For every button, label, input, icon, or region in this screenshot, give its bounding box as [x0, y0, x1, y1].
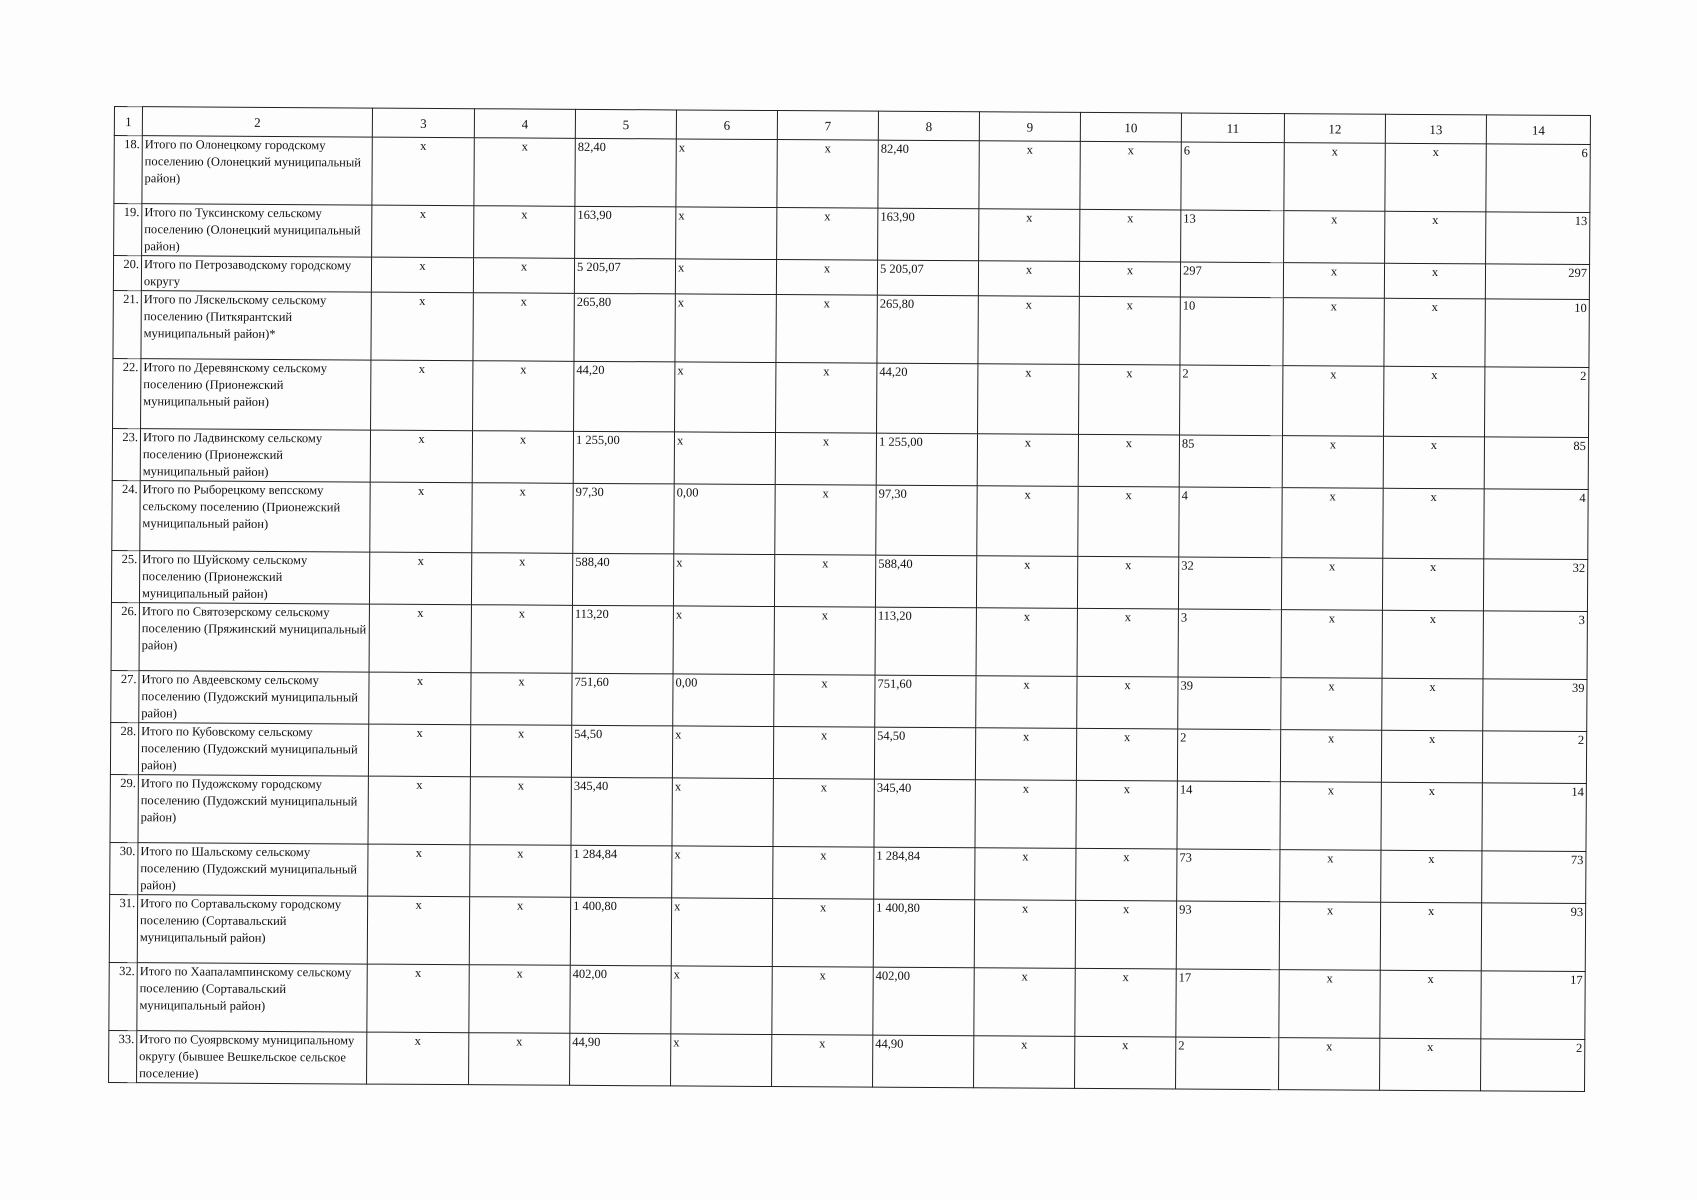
table-cell: x	[1281, 610, 1382, 679]
table-cell: x	[979, 209, 1080, 262]
table-cell: x	[1078, 434, 1179, 487]
table-cell: 1 284,84	[874, 847, 975, 900]
table-cell: x	[776, 260, 877, 296]
table-cell: 5 205,07	[574, 258, 675, 294]
table-row	[114, 136, 1590, 213]
table-cell: 97,30	[573, 483, 674, 554]
table-cell: x	[673, 554, 774, 607]
table-cell: x	[974, 1036, 1075, 1089]
table-cell: x	[672, 846, 773, 899]
table-cell: x	[1077, 676, 1178, 729]
row-title: Итого по Ляскельскому сельскому поселению (Питкярантский муниципальный район)*	[141, 291, 371, 360]
table-cell: x	[371, 360, 473, 431]
table-cell: x	[1384, 366, 1485, 437]
column-header: 7	[777, 111, 878, 141]
table-cell: 1 400,80	[873, 899, 974, 968]
table-row	[110, 842, 1586, 903]
table-cell: 2	[1485, 367, 1589, 438]
table-cell: x	[1382, 610, 1483, 679]
table-cell: x	[470, 725, 571, 778]
table-cell: 1 284,84	[571, 845, 672, 898]
table-cell: x	[368, 776, 470, 845]
table-cell: 14	[1177, 781, 1280, 850]
table-cell: x	[772, 899, 873, 968]
table-cell: x	[1382, 558, 1483, 611]
table-cell: 345,40	[571, 777, 672, 846]
table-row	[114, 204, 1590, 265]
table-cell: 588,40	[572, 553, 673, 606]
table-cell: x	[473, 293, 574, 362]
table-cell: 163,90	[575, 206, 676, 259]
table-cell: x	[976, 608, 1077, 677]
column-header: 13	[1385, 114, 1486, 144]
table-cell: x	[672, 778, 773, 847]
table-cell: x	[372, 137, 474, 206]
table-cell: 2	[1177, 729, 1280, 782]
row-title: Итого по Суоярвскому муниципальному округу (бывшее Вешкельское сельское поселение)	[137, 1031, 367, 1084]
table-cell: x	[975, 780, 1076, 849]
table-cell: x	[977, 486, 1078, 557]
table-cell: x	[671, 966, 772, 1035]
row-title: Итого по Деревянскому сельскому поселению (Прионежский муниципальный район)	[141, 359, 371, 430]
table-cell: x	[469, 897, 570, 966]
table-cell: x	[471, 605, 572, 674]
row-title: Итого по Сортавальскому городскому поселению (Сортавальский муниципальный район)	[137, 895, 367, 964]
row-number: 28.	[110, 722, 138, 774]
row-title: Итого по Олонецкому городскому поселению (Олонецкий муниципальный район)	[142, 136, 372, 205]
table-cell: 0,00	[674, 484, 775, 555]
table-cell: x	[676, 207, 777, 260]
table-cell: x	[1079, 296, 1180, 365]
row-title: Итого по Хаапалампинскому сельскому поселению (Сортавальский муниципальный район)	[137, 963, 367, 1032]
table-cell: 44,20	[574, 361, 675, 432]
table-cell: x	[369, 672, 471, 725]
table-cell: x	[1384, 263, 1485, 299]
table-cell: x	[372, 205, 474, 258]
table-cell: x	[371, 257, 473, 293]
table-cell: 54,50	[571, 725, 672, 778]
table-cell: x	[1279, 1038, 1380, 1091]
column-header: 10	[1080, 112, 1181, 142]
row-number: 23.	[112, 428, 140, 480]
table-cell: 97,30	[876, 485, 977, 556]
table-cell: 345,40	[874, 779, 975, 848]
table-cell: x	[1380, 970, 1481, 1039]
table-cell: x	[675, 259, 776, 295]
column-header: 9	[979, 112, 1080, 142]
table-cell: x	[674, 432, 775, 485]
table-cell: x	[977, 434, 1078, 487]
table-row	[113, 290, 1589, 367]
table-cell: 3	[1178, 609, 1281, 678]
table-cell: 10	[1180, 297, 1283, 366]
table-cell: x	[1381, 730, 1482, 783]
table-cell: 44,20	[877, 363, 978, 434]
row-number: 19.	[114, 204, 142, 256]
table-cell: 113,20	[875, 607, 976, 676]
table-cell: x	[773, 847, 874, 900]
table-cell: x	[471, 553, 572, 606]
column-header: 12	[1284, 114, 1385, 144]
row-number: 29.	[110, 774, 138, 842]
row-title: Итого по Ладвинскому сельскому поселению (Прионежский муниципальный район)	[140, 429, 370, 482]
table-cell: x	[978, 364, 1079, 435]
table-cell: x	[473, 258, 574, 294]
table-cell: 73	[1177, 849, 1280, 902]
table-cell: x	[1079, 364, 1180, 435]
table-cell: x	[370, 430, 472, 483]
table-cell: x	[671, 1034, 772, 1087]
column-header: 8	[878, 111, 979, 141]
column-header: 3	[372, 108, 474, 138]
table-row	[109, 894, 1585, 971]
table-cell: 751,60	[875, 675, 976, 728]
table-cell: x	[370, 482, 472, 553]
table-cell: 82,40	[878, 140, 979, 209]
table-cell: 1 255,00	[876, 433, 977, 486]
table-cell: 17	[1176, 969, 1279, 1038]
row-number: 27.	[111, 670, 139, 722]
table-cell: x	[1283, 298, 1384, 367]
table-cell: x	[1284, 143, 1385, 212]
table-cell: x	[369, 604, 471, 673]
table-cell: x	[1383, 488, 1484, 559]
row-title: Итого по Кубовскому сельскому поселению (Пудожский муниципальный район)	[138, 723, 368, 776]
table-row	[111, 550, 1587, 611]
table-cell: x	[774, 607, 875, 676]
data-table	[108, 106, 1591, 1092]
table-cell: 6	[1181, 142, 1284, 211]
table-cell: 32	[1178, 557, 1281, 610]
table-cell: x	[1281, 678, 1382, 731]
table-row	[110, 722, 1586, 783]
table-cell: 82,40	[575, 138, 676, 207]
table-cell: x	[1381, 782, 1482, 851]
table-cell: x	[1381, 850, 1482, 903]
table-cell: 17	[1481, 971, 1585, 1040]
column-header: 1	[114, 107, 142, 136]
table-cell: x	[1075, 900, 1176, 969]
table-cell: x	[1078, 486, 1179, 557]
table-cell: 93	[1481, 903, 1585, 972]
table-cell: 2	[1176, 1037, 1279, 1090]
table-cell: x	[1080, 141, 1181, 210]
table-cell: x	[1077, 608, 1178, 677]
column-header: 5	[575, 109, 676, 139]
table-cell: x	[1280, 782, 1381, 851]
table-cell: 6	[1486, 144, 1590, 213]
table-cell: x	[470, 777, 571, 846]
table-cell: x	[974, 968, 1075, 1037]
table-cell: 4	[1179, 487, 1282, 558]
column-header: 4	[474, 109, 575, 139]
table-cell: x	[776, 295, 877, 364]
table-cell: x	[773, 779, 874, 848]
table-cell: x	[676, 139, 777, 208]
table-cell: x	[1279, 902, 1380, 971]
row-number: 30.	[110, 842, 138, 894]
table-cell: x	[469, 965, 570, 1034]
table-body	[109, 136, 1591, 1092]
row-title: Итого по Туксинскому сельскому поселению (Олонецкий муниципальный район)	[142, 204, 372, 257]
table-cell: x	[1382, 678, 1483, 731]
table-row	[111, 670, 1587, 731]
table-cell: x	[367, 896, 469, 965]
table-cell: 1 400,80	[570, 897, 671, 966]
row-title: Итого по Рыборецкому вепсскому сельскому поселению (Прионежский муниципальный район)	[140, 481, 370, 552]
table-cell: 163,90	[878, 208, 979, 261]
table-cell: x	[1075, 968, 1176, 1037]
row-number: 32.	[109, 962, 137, 1030]
table-row	[111, 602, 1587, 679]
table-cell: x	[1076, 848, 1177, 901]
table-cell: x	[471, 673, 572, 726]
table-cell: 2	[1180, 365, 1283, 436]
table-cell: 13	[1181, 210, 1284, 263]
table-cell: 85	[1484, 437, 1588, 490]
table-cell: x	[1283, 366, 1384, 437]
table-cell: 402,00	[873, 967, 974, 1036]
table-cell: 1 255,00	[573, 431, 674, 484]
table-cell: 265,80	[574, 293, 675, 362]
table-cell: x	[1383, 436, 1484, 489]
table-cell: x	[774, 675, 875, 728]
table-cell: x	[371, 292, 473, 361]
table-cell: 113,20	[572, 605, 673, 674]
table-cell: 297	[1485, 264, 1589, 300]
table-row	[110, 774, 1586, 851]
table-cell: x	[671, 898, 772, 967]
table-cell: x	[777, 208, 878, 261]
table-cell: x	[775, 433, 876, 486]
table-cell: x	[974, 900, 1075, 969]
row-number: 26.	[111, 602, 139, 670]
table-cell: x	[1279, 970, 1380, 1039]
table-cell: 44,90	[873, 1035, 974, 1088]
row-number: 24.	[112, 480, 140, 550]
row-title: Итого по Шальскому сельскому поселению (Пудожский муниципальный район)	[138, 843, 368, 896]
table-cell: x	[472, 431, 573, 484]
row-number: 18.	[114, 136, 142, 204]
table-cell: x	[1080, 209, 1181, 262]
column-header: 6	[676, 110, 777, 140]
table-cell: x	[367, 964, 469, 1033]
table-cell: x	[1077, 556, 1178, 609]
table-cell: x	[1380, 1038, 1481, 1091]
table-cell: x	[1385, 143, 1486, 212]
table-cell: x	[978, 296, 1079, 365]
table-cell: x	[773, 727, 874, 780]
table-cell: 297	[1180, 262, 1283, 298]
table-cell: x	[673, 606, 774, 675]
table-cell: 85	[1179, 435, 1282, 488]
table-cell: 5 205,07	[877, 260, 978, 296]
table-cell: x	[976, 556, 1077, 609]
table-cell: x	[470, 845, 571, 898]
table-cell: x	[979, 141, 1080, 210]
table-cell: x	[672, 726, 773, 779]
table-cell: 10	[1485, 299, 1589, 368]
table-cell: 13	[1486, 212, 1590, 265]
table-cell: x	[1282, 436, 1383, 489]
table-cell: x	[1079, 261, 1180, 297]
table-cell: 265,80	[877, 295, 978, 364]
table-cell: x	[1380, 902, 1481, 971]
row-number: 21.	[113, 290, 141, 358]
table-cell: x	[976, 676, 1077, 729]
row-number: 31.	[109, 894, 137, 962]
table-cell: 4	[1484, 489, 1588, 560]
table-cell: 39	[1483, 679, 1587, 732]
table-cell: 751,60	[572, 673, 673, 726]
table-cell: 402,00	[570, 965, 671, 1034]
table-cell: x	[975, 848, 1076, 901]
table-cell: x	[978, 261, 1079, 297]
table-cell: x	[675, 294, 776, 363]
table-cell: x	[1076, 780, 1177, 849]
table-cell: x	[777, 140, 878, 209]
table-cell: x	[1385, 211, 1486, 264]
table-cell: x	[474, 138, 575, 207]
table-cell: x	[1076, 728, 1177, 781]
table-row	[112, 480, 1588, 559]
table-cell: x	[1281, 558, 1382, 611]
table-cell: 0,00	[673, 674, 774, 727]
table-cell: x	[776, 363, 877, 434]
row-number: 33.	[109, 1030, 137, 1082]
table-row	[112, 428, 1588, 489]
table-cell: 93	[1176, 901, 1279, 970]
table-cell: 32	[1483, 559, 1587, 612]
row-title: Итого по Петрозаводскому городскому округу	[141, 256, 371, 292]
column-header: 11	[1181, 113, 1284, 143]
table-cell: x	[474, 206, 575, 259]
table-cell: x	[472, 483, 573, 554]
row-title: Итого по Авдеевскому сельскому поселению (Пудожский муниципальный район)	[139, 671, 369, 724]
row-title: Итого по Шуйскому сельскому поселению (Прионежский муниципальный район)	[139, 551, 369, 604]
table-cell: x	[772, 1035, 873, 1088]
table-cell: x	[1283, 263, 1384, 299]
row-number: 25.	[111, 550, 139, 602]
table-cell: x	[369, 552, 471, 605]
table-cell: x	[1280, 850, 1381, 903]
table-cell: x	[368, 724, 470, 777]
table-cell: x	[1075, 1036, 1176, 1089]
row-title: Итого по Пудожскому городскому поселению (Пудожский муниципальный район)	[138, 775, 368, 844]
table-cell: 2	[1482, 731, 1586, 784]
table-cell: 2	[1481, 1039, 1585, 1092]
table-cell: x	[473, 361, 574, 432]
column-header: 14	[1486, 115, 1590, 145]
table-cell: x	[675, 362, 776, 433]
table-cell: x	[1280, 730, 1381, 783]
table-cell: 73	[1482, 851, 1586, 904]
table-cell: x	[368, 844, 470, 897]
table-cell: 3	[1483, 611, 1587, 680]
table-row	[113, 358, 1589, 437]
table-row	[109, 1030, 1585, 1091]
table-cell: 588,40	[875, 555, 976, 608]
row-title: Итого по Святозерскому сельскому поселению (Пряжинский муниципальный район)	[139, 603, 369, 672]
table-cell: x	[772, 967, 873, 1036]
table-cell: 54,50	[874, 727, 975, 780]
table-cell: x	[975, 728, 1076, 781]
table-cell: 14	[1482, 783, 1586, 852]
table-cell: x	[1282, 488, 1383, 559]
row-number: 22.	[113, 358, 141, 428]
table-row	[109, 962, 1585, 1039]
table-cell: x	[1384, 298, 1485, 367]
table-cell: x	[1284, 211, 1385, 264]
table-cell: x	[367, 1032, 469, 1085]
row-number: 20.	[113, 256, 141, 291]
table-cell: 39	[1178, 677, 1281, 730]
column-header: 2	[142, 107, 372, 137]
table-cell: x	[469, 1033, 570, 1086]
table-cell: x	[775, 485, 876, 556]
table-cell: 44,90	[570, 1033, 671, 1086]
table-cell: x	[774, 555, 875, 608]
